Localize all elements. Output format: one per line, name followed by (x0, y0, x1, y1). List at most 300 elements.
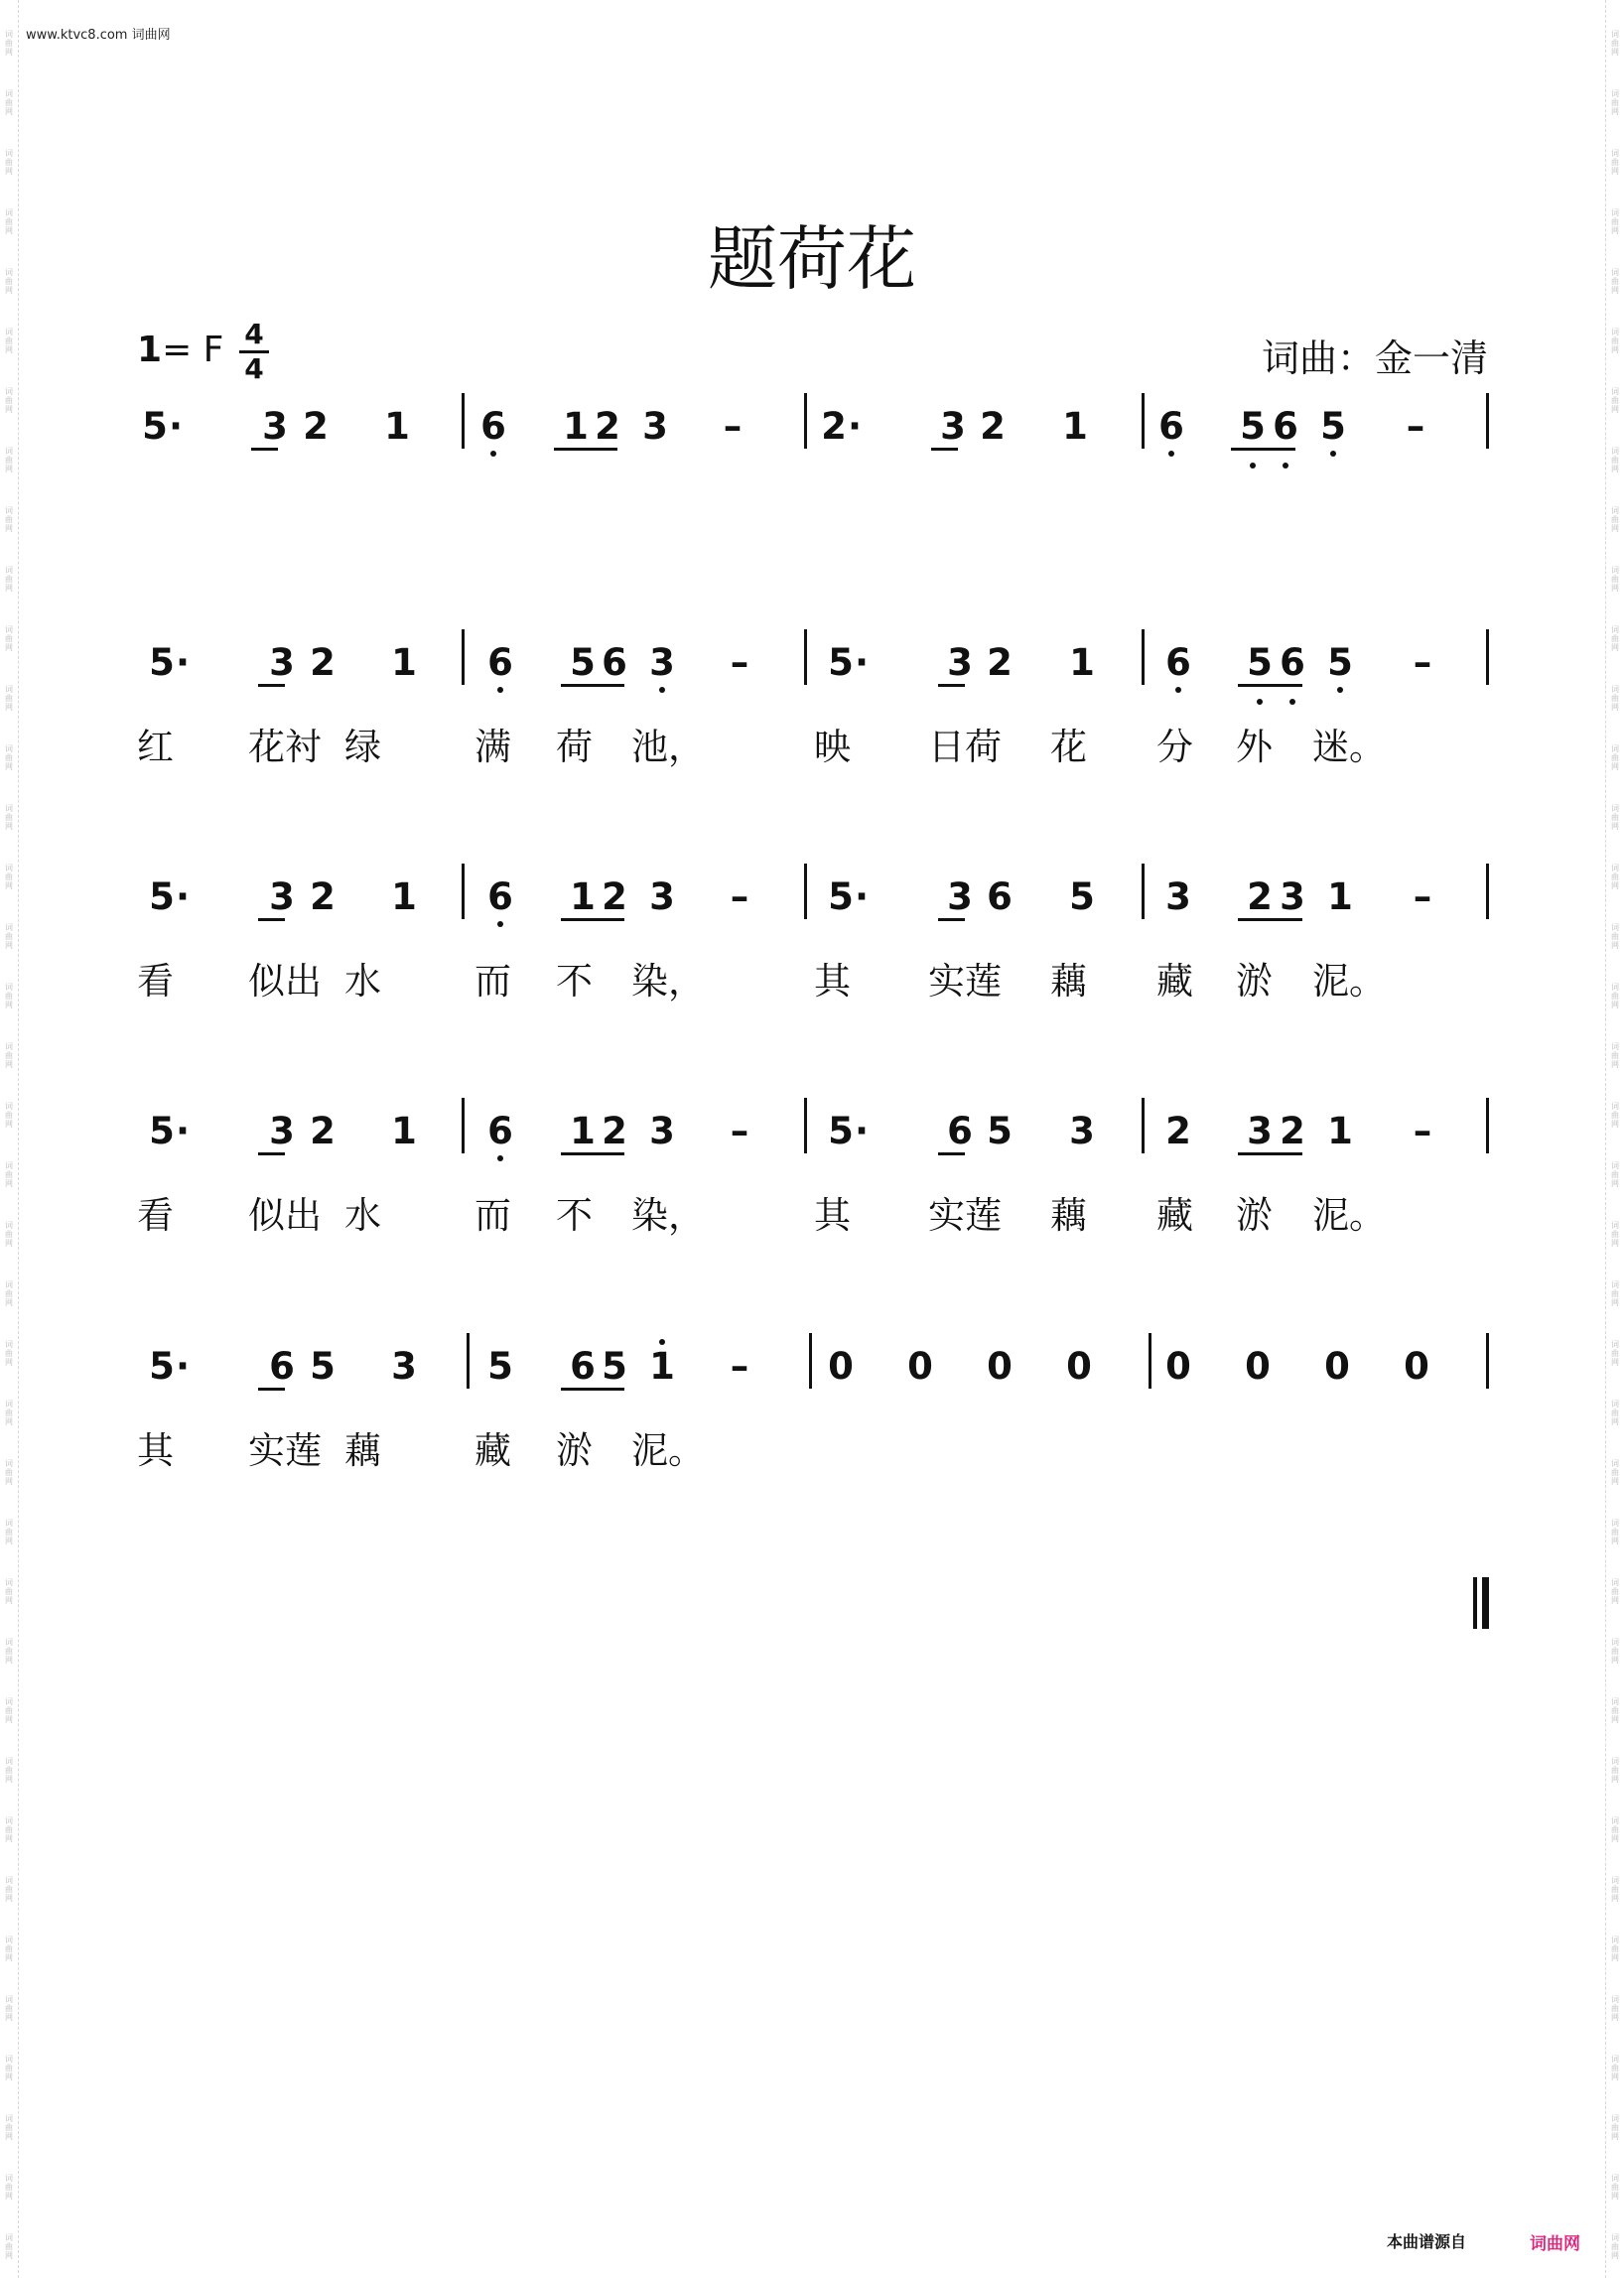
note-number: 2 (1280, 1110, 1305, 1152)
note (1325, 643, 1355, 683)
note-number: 6 (1280, 641, 1305, 684)
eighth-note-underline (554, 448, 617, 451)
barline (804, 864, 807, 919)
eighth-note-underline (258, 684, 285, 687)
lyric-syllable: 满 (474, 726, 511, 768)
side-watermark-mark: 词 曲 网 (1611, 1697, 1619, 1724)
side-watermark-mark: 词 曲 网 (5, 864, 13, 890)
note-number: 5 (149, 1110, 175, 1152)
lyric-syllable: 实莲 (248, 1429, 322, 1472)
note (945, 877, 975, 917)
barline (467, 1333, 470, 1389)
side-watermark-mark: 词 曲 网 (5, 1936, 13, 1962)
lower-octave-dot (1330, 451, 1336, 457)
note (1278, 877, 1307, 917)
lyric-syllable: 实莲 (928, 960, 1002, 1003)
note-number: 5 (570, 641, 596, 684)
barline (462, 1098, 465, 1153)
note (568, 1112, 598, 1151)
eighth-note-underline (1238, 1152, 1302, 1155)
side-watermark-mark: 词 曲 网 (5, 2174, 13, 2201)
side-watermark-mark: 词 曲 网 (1611, 2055, 1619, 2081)
note-number: · (175, 641, 191, 684)
side-watermark-mark: 词 曲 网 (1611, 1936, 1619, 1962)
lower-octave-dot (1250, 463, 1256, 469)
lyric-syllable: 而 (474, 1194, 511, 1237)
note-number: 6 (570, 1345, 596, 1388)
lyric-syllable: 淤 (556, 1429, 593, 1472)
note-number: 5 (142, 405, 168, 448)
side-watermark-mark: 词 曲 网 (5, 2114, 13, 2141)
lyric-syllable: 水 (344, 1194, 381, 1237)
lyric-syllable: 荷 (556, 726, 593, 768)
note (600, 643, 629, 683)
note-number: 0 (907, 1345, 933, 1388)
note (1163, 1112, 1193, 1151)
side-watermark-mark: 词 曲 网 (1611, 149, 1619, 176)
note (568, 1347, 598, 1387)
eighth-note-underline (561, 918, 624, 921)
note-number: · (847, 405, 863, 448)
note (1060, 407, 1090, 447)
note-number: 6 (1165, 641, 1191, 684)
side-watermark-mark: 词 曲 网 (1611, 1995, 1619, 2022)
note-number: 3 (947, 641, 973, 684)
note-number: 5 (987, 1110, 1013, 1152)
note (847, 643, 877, 683)
side-watermark-mark: 词 曲 网 (1611, 1459, 1619, 1486)
note-number: 3 (649, 875, 675, 918)
note (301, 407, 331, 447)
note-number: 5 (487, 1345, 513, 1388)
note (267, 1112, 297, 1151)
side-watermark-mark: 词 曲 网 (5, 1280, 13, 1307)
side-watermark-mark: 词 曲 网 (1611, 447, 1619, 473)
eighth-note-underline (258, 918, 285, 921)
note (840, 407, 870, 447)
note (485, 1112, 515, 1151)
note-number: 2 (310, 875, 336, 918)
lyric-syllable: 看 (137, 1194, 174, 1237)
note-number: – (1413, 641, 1432, 684)
lower-octave-dot (1168, 451, 1174, 457)
note-number: 6 (480, 405, 506, 448)
side-watermark-mark: 词 曲 网 (1611, 983, 1619, 1009)
note (1163, 1347, 1193, 1387)
note-number: 2 (821, 405, 847, 448)
note (389, 1112, 419, 1151)
note-number: 6 (487, 875, 513, 918)
side-watermark-mark: 词 曲 网 (1611, 1816, 1619, 1843)
eighth-note-underline (938, 1152, 965, 1155)
side-watermark-mark: 词 曲 网 (1611, 2174, 1619, 2201)
barline (1486, 393, 1489, 449)
side-watermark-mark: 词 曲 网 (1611, 208, 1619, 235)
note (1325, 877, 1355, 917)
note (308, 1347, 338, 1387)
note-number: 2 (987, 641, 1013, 684)
eighth-note-underline (251, 448, 278, 451)
note (308, 643, 338, 683)
note-number: 5 (1240, 405, 1266, 448)
note-number: 5 (149, 875, 175, 918)
note (938, 407, 968, 447)
lower-octave-dot (1289, 699, 1295, 705)
side-watermark-mark: 词 曲 网 (5, 149, 13, 176)
note-number: 2 (310, 1110, 336, 1152)
note-number: 3 (1247, 1110, 1273, 1152)
note-number: 1 (384, 405, 410, 448)
note (1245, 877, 1275, 917)
note (600, 1112, 629, 1151)
note-number: · (854, 1110, 870, 1152)
barline (809, 1333, 812, 1389)
note-number: – (1406, 405, 1425, 448)
note (1238, 407, 1268, 447)
eighth-note-underline (938, 684, 965, 687)
note-number: 6 (269, 1345, 295, 1388)
side-watermark-mark: 词 曲 网 (1611, 1161, 1619, 1188)
note-number: 3 (269, 1110, 295, 1152)
note (847, 877, 877, 917)
side-watermark-mark: 词 曲 网 (5, 1995, 13, 2022)
note-number: 2 (310, 641, 336, 684)
side-watermark-mark: 词 曲 网 (1611, 625, 1619, 652)
note-number: – (730, 641, 749, 684)
side-watermark-mark: 词 曲 网 (1611, 1221, 1619, 1248)
side-watermark-mark: 词 曲 网 (1611, 2114, 1619, 2141)
note-number: 5 (1327, 641, 1353, 684)
note-number: – (1413, 1110, 1432, 1152)
barline (1142, 864, 1145, 919)
eighth-note-underline (1238, 684, 1302, 687)
note (647, 643, 677, 683)
eighth-note-underline (1231, 448, 1295, 451)
note (168, 877, 198, 917)
note-number: 6 (947, 1110, 973, 1152)
note (647, 1112, 677, 1151)
note (985, 643, 1015, 683)
lyric-syllable: 其 (814, 960, 851, 1003)
eighth-note-underline (1238, 918, 1302, 921)
note-number: 3 (947, 875, 973, 918)
barline (1486, 629, 1489, 685)
note-number: 5 (602, 1345, 627, 1388)
note-number: 1 (563, 405, 589, 448)
note-number: 6 (987, 875, 1013, 918)
lyric-syllable: 花 (1050, 726, 1087, 768)
note (389, 1347, 419, 1387)
side-watermark-mark: 词 曲 网 (1611, 744, 1619, 771)
lyric-syllable: 淤 (1236, 1194, 1273, 1237)
upper-octave-dot (659, 1339, 665, 1345)
note (945, 1112, 975, 1151)
note (267, 643, 297, 683)
note (1408, 877, 1437, 917)
side-watermark-mark: 词 曲 网 (5, 268, 13, 295)
side-watermark-mark: 词 曲 网 (5, 1876, 13, 1903)
note (161, 407, 191, 447)
side-watermark-mark: 词 曲 网 (1611, 1340, 1619, 1367)
lyric-syllable: 藕 (1050, 960, 1087, 1003)
key-letter: = F (162, 330, 224, 370)
lyric-syllable: 泥。 (1312, 960, 1386, 1003)
barline (804, 393, 807, 449)
note (593, 407, 622, 447)
note (267, 877, 297, 917)
note (725, 1112, 754, 1151)
note (485, 643, 515, 683)
side-watermark-mark: 词 曲 网 (1611, 506, 1619, 533)
side-watermark-mark: 词 曲 网 (1611, 685, 1619, 712)
eighth-note-underline (258, 1388, 285, 1391)
side-watermark-mark: 词 曲 网 (1611, 268, 1619, 295)
note (1402, 1347, 1431, 1387)
note (826, 1347, 856, 1387)
side-watermark-mark: 词 曲 网 (1611, 30, 1619, 57)
lower-octave-dot (497, 687, 503, 693)
lyric-syllable: 染， (631, 1194, 705, 1237)
note-number: · (854, 875, 870, 918)
footer-site-link[interactable]: 词曲网 (1530, 2234, 1580, 2254)
note-number: 1 (649, 1345, 675, 1388)
note-number: 5 (149, 641, 175, 684)
side-watermark-mark: 词 曲 网 (5, 328, 13, 354)
barline (804, 629, 807, 685)
note (1401, 407, 1430, 447)
barline (1142, 629, 1145, 685)
lyric-syllable: 不 (556, 960, 593, 1003)
side-watermark-mark: 词 曲 网 (5, 447, 13, 473)
note (647, 877, 677, 917)
note-number: 5 (828, 875, 854, 918)
side-watermark-mark: 词 曲 网 (5, 30, 13, 57)
eighth-note-underline (561, 1388, 624, 1391)
lower-octave-dot (1175, 687, 1181, 693)
side-watermark-mark: 词 曲 网 (1611, 1876, 1619, 1903)
note (600, 877, 629, 917)
note (389, 643, 419, 683)
note-number: 0 (1404, 1345, 1429, 1388)
side-watermark-mark: 词 曲 网 (5, 625, 13, 652)
note-number: 1 (570, 1110, 596, 1152)
side-watermark-mark: 词 曲 网 (5, 1638, 13, 1665)
note (1408, 1112, 1437, 1151)
lyric-syllable: 其 (137, 1429, 174, 1472)
note-number: 3 (269, 875, 295, 918)
lyric-syllable: 外 (1236, 726, 1273, 768)
lyric-syllable: 藏 (1156, 1194, 1193, 1237)
note-number: 2 (602, 1110, 627, 1152)
note (568, 643, 598, 683)
barline (804, 1098, 807, 1153)
side-watermark-mark: 词 曲 网 (5, 208, 13, 235)
side-watermark-mark: 词 曲 网 (1611, 1578, 1619, 1605)
side-watermark-mark: 词 曲 网 (5, 1697, 13, 1724)
note-number: · (175, 1110, 191, 1152)
note-number: · (175, 1345, 191, 1388)
lyric-syllable: 红 (137, 726, 174, 768)
note-number: 0 (1066, 1345, 1092, 1388)
note-number: 5 (828, 641, 854, 684)
side-watermark-mark: 词 曲 网 (1611, 864, 1619, 890)
side-watermark-mark: 词 曲 网 (5, 1459, 13, 1486)
lower-octave-dot (1283, 463, 1288, 469)
note (1156, 407, 1186, 447)
side-watermark-mark: 词 曲 网 (5, 1519, 13, 1545)
note-number: 3 (642, 405, 668, 448)
eighth-note-underline (931, 448, 958, 451)
note (985, 877, 1015, 917)
note-number: 1 (1069, 641, 1095, 684)
note (985, 1347, 1015, 1387)
side-watermark-mark: 词 曲 网 (5, 2233, 13, 2260)
note-number: 5 (828, 1110, 854, 1152)
note-number: 1 (1062, 405, 1088, 448)
note (485, 877, 515, 917)
note (847, 1112, 877, 1151)
note-number: 5 (1069, 875, 1095, 918)
side-watermark-mark: 词 曲 网 (1611, 566, 1619, 593)
note (600, 1347, 629, 1387)
side-watermark-mark: 词 曲 网 (5, 89, 13, 116)
barline (1486, 864, 1489, 919)
lyric-syllable: 藕 (1050, 1194, 1087, 1237)
side-watermark-mark: 词 曲 网 (5, 804, 13, 831)
note (1278, 1112, 1307, 1151)
note-number: 6 (1273, 405, 1298, 448)
side-watermark-mark: 词 曲 网 (1611, 923, 1619, 950)
side-watermark-mark: 词 曲 网 (5, 1161, 13, 1188)
final-barline-thin (1473, 1577, 1477, 1629)
note-number: 2 (980, 405, 1006, 448)
note-number: 3 (1165, 875, 1191, 918)
side-watermark-mark: 词 曲 网 (1611, 1042, 1619, 1069)
note-number: – (730, 875, 749, 918)
note (725, 643, 754, 683)
note (1064, 1347, 1094, 1387)
side-watermark-mark: 词 曲 网 (1611, 1400, 1619, 1426)
note (1067, 643, 1097, 683)
lyric-syllable: 似出 (248, 960, 322, 1003)
note-number: · (854, 641, 870, 684)
note-number: 5 (1247, 641, 1273, 684)
time-signature-bottom: 4 (244, 352, 264, 385)
lyric-syllable: 藏 (474, 1429, 511, 1472)
note (478, 407, 508, 447)
note (1325, 1112, 1355, 1151)
note-number: 6 (487, 1110, 513, 1152)
note-number: – (730, 1110, 749, 1152)
side-watermark-mark: 词 曲 网 (5, 506, 13, 533)
eighth-note-underline (561, 1152, 624, 1155)
note-number: 3 (940, 405, 966, 448)
note-number: 5 (310, 1345, 336, 1388)
footer-source-label: 本曲谱源自 (1387, 2232, 1467, 2251)
lower-octave-dot (490, 451, 496, 457)
note-number: – (723, 405, 743, 448)
note-number: 0 (828, 1345, 854, 1388)
note (647, 1347, 677, 1387)
lower-octave-dot (659, 687, 665, 693)
side-watermark-mark: 词 曲 网 (5, 1816, 13, 1843)
note-number: 2 (595, 405, 620, 448)
note-number: 3 (649, 1110, 675, 1152)
side-watermark-mark: 词 曲 网 (1611, 1102, 1619, 1129)
barline (1149, 1333, 1151, 1389)
note (1245, 1112, 1275, 1151)
side-watermark-mark: 词 曲 网 (1611, 1638, 1619, 1665)
note (389, 877, 419, 917)
composer-credit: 词曲：金一清 (1261, 336, 1488, 380)
lower-octave-dot (497, 1155, 503, 1161)
barline (1486, 1333, 1489, 1389)
side-watermark-mark: 词 曲 网 (1611, 328, 1619, 354)
note (1163, 643, 1193, 683)
note (168, 1347, 198, 1387)
key-signature (137, 330, 223, 370)
note (718, 407, 747, 447)
note (267, 1347, 297, 1387)
note (1318, 407, 1348, 447)
note (168, 643, 198, 683)
barline (462, 393, 465, 449)
side-watermark-mark: 词 曲 网 (5, 923, 13, 950)
lyric-syllable: 其 (814, 1194, 851, 1237)
barline (462, 629, 465, 685)
note-number: 5 (1320, 405, 1346, 448)
note (382, 407, 412, 447)
lyric-syllable: 分 (1156, 726, 1193, 768)
side-watermark-mark: 词 曲 网 (5, 566, 13, 593)
right-watermark-strip (1605, 0, 1624, 2278)
song-title: 题荷花 (708, 218, 916, 300)
note-number: 1 (1327, 875, 1353, 918)
time-signature-top: 4 (244, 318, 264, 350)
note (640, 407, 670, 447)
side-watermark-mark: 词 曲 网 (1611, 387, 1619, 414)
lyric-syllable: 不 (556, 1194, 593, 1237)
note (308, 877, 338, 917)
eighth-note-underline (258, 1152, 285, 1155)
note-number: 5 (149, 1345, 175, 1388)
note (1067, 877, 1097, 917)
lyric-syllable: 池， (631, 726, 705, 768)
final-barline-thick (1482, 1577, 1489, 1629)
note-number: – (730, 1345, 749, 1388)
side-watermark-mark: 词 曲 网 (1611, 1280, 1619, 1307)
lyric-syllable: 绿 (344, 726, 381, 768)
lyric-syllable: 迷。 (1312, 726, 1386, 768)
side-watermark-mark: 词 曲 网 (1611, 2233, 1619, 2260)
note-number: · (168, 405, 184, 448)
lyric-syllable: 藕 (344, 1429, 381, 1472)
note-number: 3 (391, 1345, 417, 1388)
lyric-syllable: 泥。 (631, 1429, 705, 1472)
barline (1486, 1098, 1489, 1153)
note-number: 6 (487, 641, 513, 684)
side-watermark-mark: 词 曲 网 (5, 983, 13, 1009)
note (308, 1112, 338, 1151)
side-watermark-mark: 词 曲 网 (5, 1757, 13, 1784)
note-number: 2 (1247, 875, 1273, 918)
eighth-note-underline (561, 684, 624, 687)
key-tonic-number: 1 (137, 330, 163, 370)
side-watermark-mark: 词 曲 网 (5, 1102, 13, 1129)
lyric-syllable: 藏 (1156, 960, 1193, 1003)
side-watermark-mark: 词 曲 网 (5, 744, 13, 771)
barline (1142, 393, 1145, 449)
